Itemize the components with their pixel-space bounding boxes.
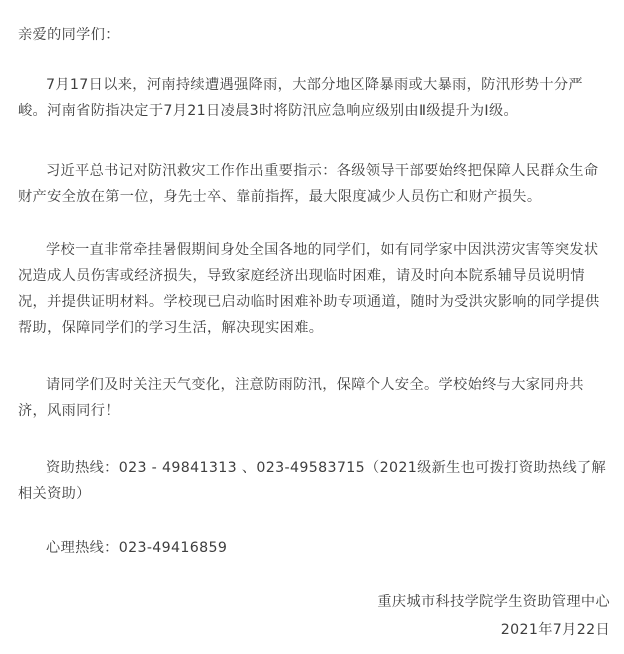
signature-date: 2021年7月22日 (500, 622, 610, 638)
paragraph-instruction: 习近平总书记对防汛救灾工作作出重要指示：各级领导干部要始终把保障人民群众生命财产安全放在第一位，身先士卒、靠前指挥，最大限度减少人员伤亡和财产损失。 (18, 163, 599, 205)
greeting: 亲爱的同学们： (18, 27, 120, 43)
paragraph-safety-reminder: 请同学们及时关注天气变化，注意防雨防汛，保障个人安全。学校始终与大家同舟共济，风雨同行！ (18, 377, 584, 419)
paragraph-school-support: 学校一直非常牵挂暑假期间身处全国各地的同学们，如有同学家中因洪涝灾害等突发状况造成人员伤害或经济损失，导致家庭经济出现临时困难，请及时向本院系辅导员说明情况，并提供证明材料。学校现已启动临时困难补助专项通道，随时为受洪灾影响的同学提供帮助，保障同学们的学习生活，解决现实困难。 (18, 242, 600, 336)
psychological-hotline: 心理热线：023-49416859 (46, 540, 228, 556)
aid-hotline: 资助热线：023 - 49841313 、023-49583715（2021级新生也可拨打资助热线了解相关资助） (18, 460, 607, 502)
signature-organization: 重庆城市科技学院学生资助管理中心 (377, 594, 610, 610)
paragraph-flood-situation: 7月17日以来，河南持续遭遇强降雨，大部分地区降暴雨或大暴雨，防汛形势十分严峻。河南省防指决定于7月21日凌晨3时将防汛应急响应级别由Ⅱ级提升为Ⅰ级。 (18, 77, 583, 119)
